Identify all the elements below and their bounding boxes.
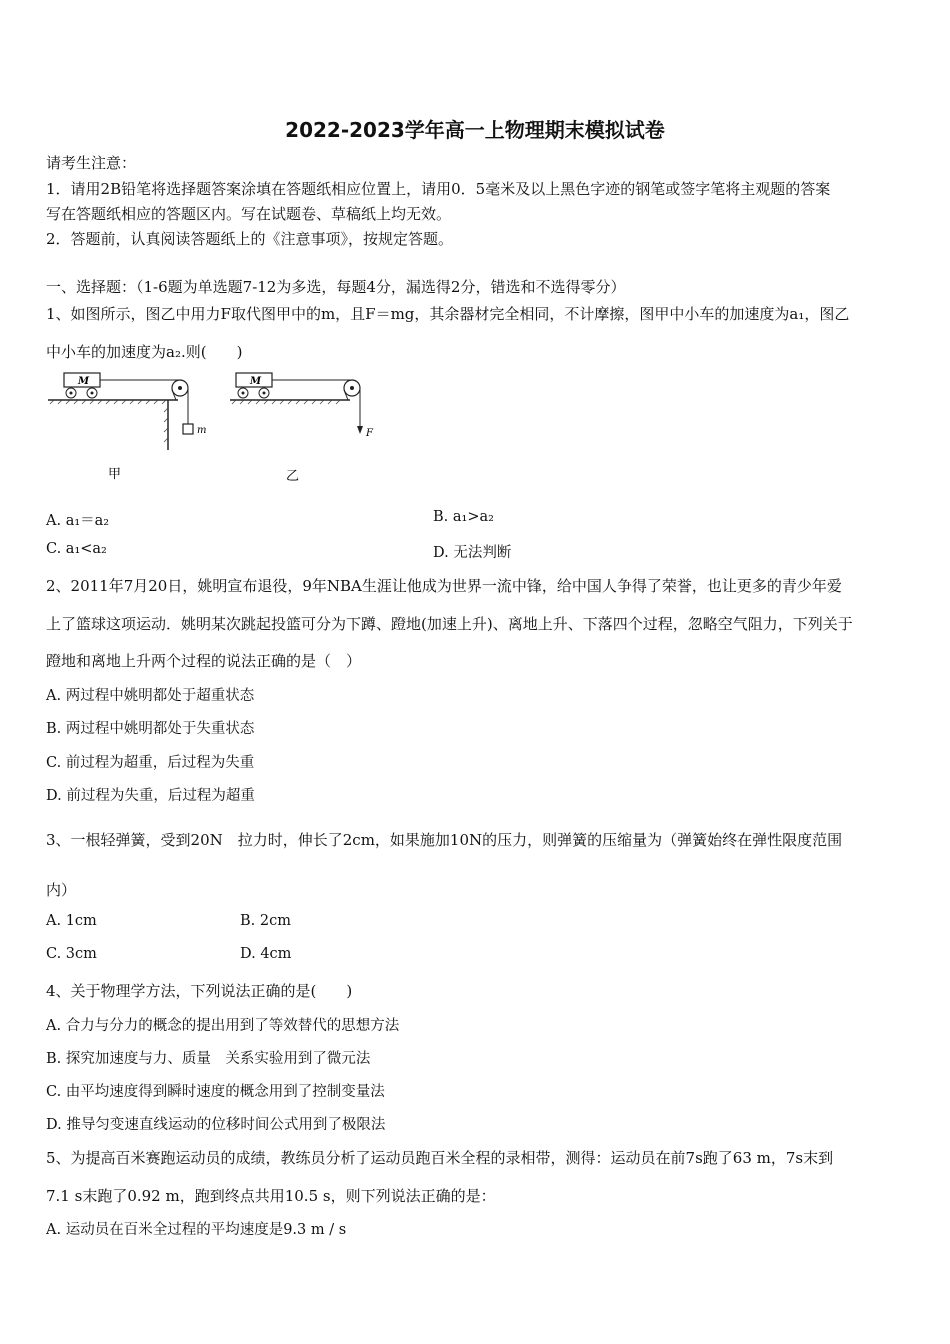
q4-option-a: A. 合力与分力的概念的提出用到了等效替代的思想方法: [46, 1018, 400, 1034]
q4-option-d: D. 推导匀变速直线运动的位移时间公式用到了极限法: [46, 1117, 386, 1133]
page-title: 2022-2023学年高一上物理期末模拟试卷: [285, 118, 665, 142]
q3-option-c: C. 3cm: [46, 946, 97, 962]
notice-item-1-line-1: 1．请用2B铅笔将选择题答案涂填在答题纸相应位置上，请用0．5毫米及以上黑色字迹的钢笔或签字笔将主观题的答案: [46, 180, 831, 198]
q1-figure: [40, 370, 400, 490]
q4-text-line-1: 4、关于物理学方法，下列说法正确的是( ): [46, 982, 353, 1000]
q1-option-b: B. a₁>a₂: [433, 509, 494, 525]
q2-option-a: A. 两过程中姚明都处于超重状态: [46, 688, 255, 704]
q5-text-line-2: 7.1 s末跑了0.92 m，跑到终点共用10.5 s，则下列说法正确的是：: [46, 1187, 496, 1205]
q1-text-line-1: 1、如图所示，图乙中用力F取代图甲中的m，且F＝mg，其余器材完全相同，不计摩擦，图甲中小车的加速度为a₁，图乙: [46, 305, 850, 323]
label-M-b: M: [250, 376, 262, 387]
q3-text-line-1: 3、一根轻弹簧，受到20N 拉力时，伸长了2cm，如果施加10N的压力，则弹簧的压缩量为（弹簧始终在弹性限度范围: [46, 831, 843, 849]
q4-option-b: B. 探究加速度与力、质量 关系实验用到了微元法: [46, 1051, 371, 1067]
q3-option-b: B. 2cm: [240, 913, 291, 929]
q3-option-d: D. 4cm: [240, 946, 292, 962]
notice-heading: 请考生注意：: [46, 154, 137, 172]
q2-text-line-2: 上了篮球这项运动．姚明某次跳起投篮可分为下蹲、蹬地(加速上升)、离地上升、下落四个过程，忽略空气阻力，下列关于: [46, 615, 853, 633]
label-m: m: [197, 425, 207, 436]
figure-a-apparatus: [48, 373, 193, 450]
section-heading: 一、选择题：（1-6题为单选题7-12为多选，每题4分，漏选得2分，错选和不选得零分）: [46, 278, 626, 296]
q1-option-c: C. a₁<a₂: [46, 541, 107, 557]
notice-item-1-line-2: 写在答题纸相应的答题区内。写在试题卷、草稿纸上均无效。: [46, 205, 452, 223]
caption-a: 甲: [108, 467, 122, 482]
q2-option-b: B. 两过程中姚明都处于失重状态: [46, 721, 255, 737]
caption-b: 乙: [286, 469, 300, 484]
q2-option-d: D. 前过程为失重，后过程为超重: [46, 788, 255, 804]
q2-option-c: C. 前过程为超重，后过程为失重: [46, 755, 255, 771]
q3-option-a: A. 1cm: [46, 913, 97, 929]
q3-text-line-2: 内）: [46, 881, 77, 899]
q4-option-c: C. 由平均速度得到瞬时速度的概念用到了控制变量法: [46, 1084, 385, 1100]
q1-text-line-2: 中小车的加速度为a₂.则( ): [46, 343, 243, 361]
q2-text-line-3: 蹬地和离地上升两个过程的说法正确的是（ ）: [46, 652, 362, 670]
label-F: F: [366, 428, 373, 439]
q5-option-a: A. 运动员在百米全过程的平均速度是9.3 m / s: [46, 1222, 347, 1238]
q2-text-line-1: 2、2011年7月20日，姚明宣布退役，9年NBA生涯让他成为世界一流中锋，给中国人争得了荣誉，也让更多的青少年爱: [46, 577, 842, 595]
q1-option-d: D. 无法判断: [433, 545, 512, 561]
label-M-a: M: [78, 376, 90, 387]
q1-option-a: A. a₁＝a₂: [46, 513, 110, 529]
q5-text-line-1: 5、为提高百米赛跑运动员的成绩，教练员分析了运动员跑百米全程的录相带，测得：运动员在前7s跑了63 m，7s末到: [46, 1149, 834, 1167]
notice-item-2: 2．答题前，认真阅读答题纸上的《注意事项》，按规定答题。: [46, 230, 454, 248]
